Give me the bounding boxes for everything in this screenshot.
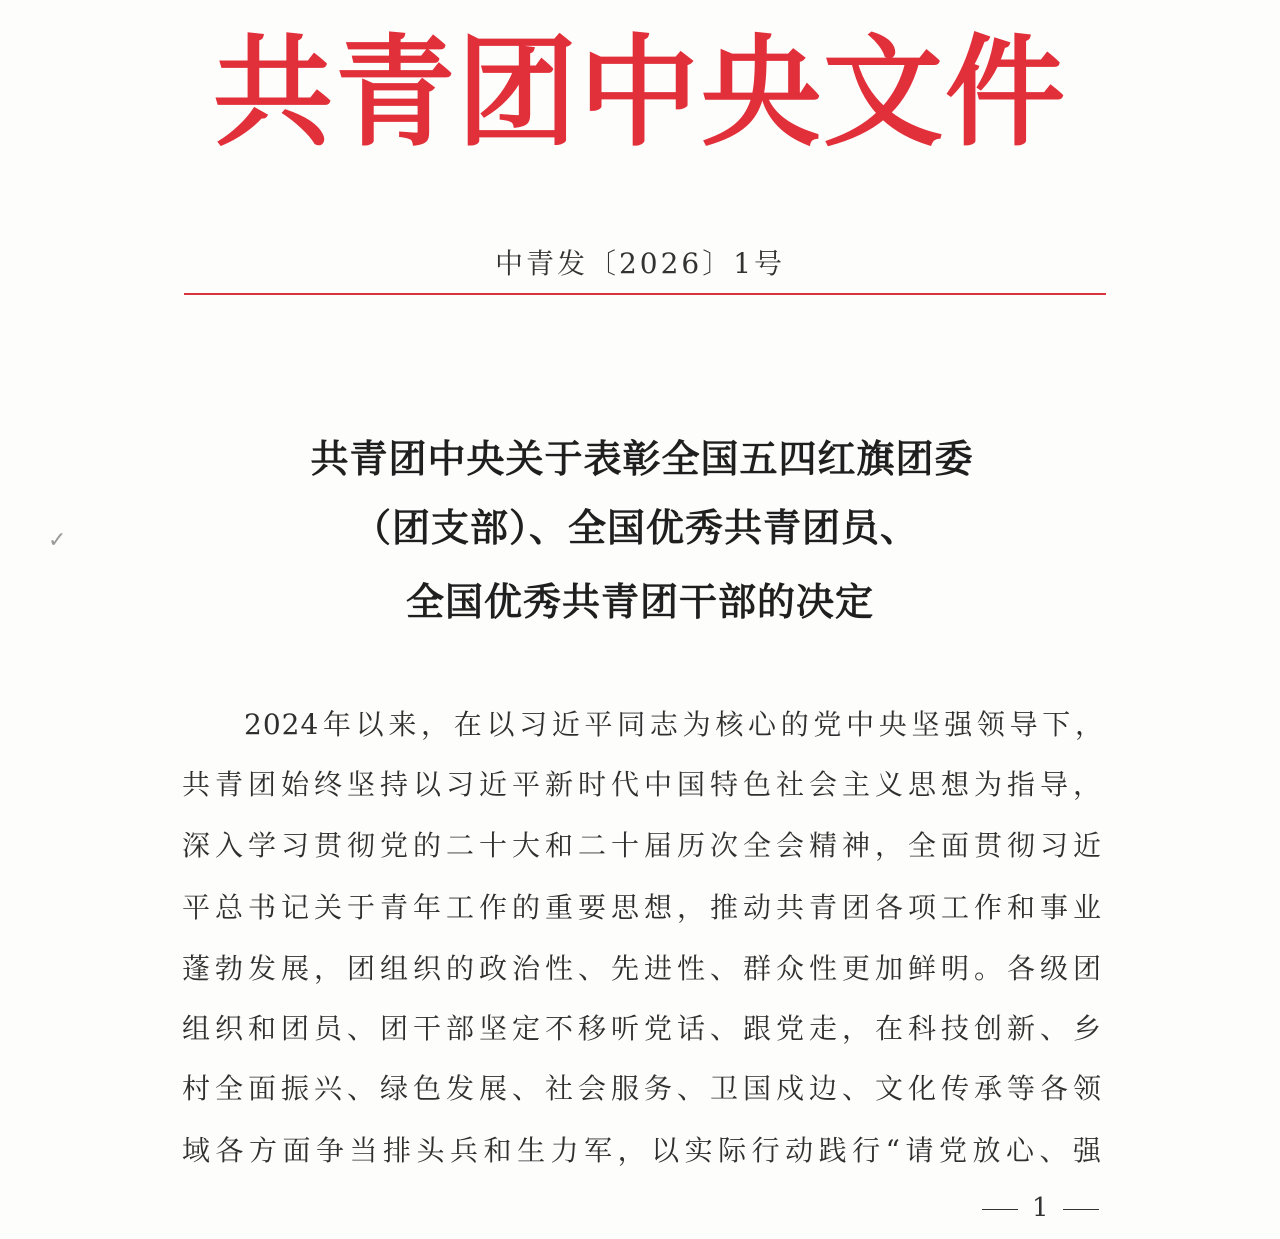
body-line-4: 平总书记关于青年工作的重要思想，推动共青团各项工作和事业 xyxy=(182,891,1102,924)
body-line-8: 域各方面争当排头兵和生力军，以实际行动践行“请党放心、强 xyxy=(182,1134,1102,1167)
body-line-1: 2024年以来，在以习近平同志为核心的党中央坚强领导下， xyxy=(244,708,1104,741)
body-line-3: 深入学习贯彻党的二十大和二十届历次全会精神，全面贯彻习近 xyxy=(182,829,1102,862)
dash-left xyxy=(982,1209,1018,1210)
document-number: 中青发〔2026〕1号 xyxy=(494,247,786,280)
decision-title-line-1: 共青团中央关于表彰全国五四红旗团委 xyxy=(310,437,974,481)
body-line-7: 村全面振兴、绿色发展、社会服务、卫国戍边、文化传承等各领 xyxy=(182,1072,1102,1105)
page-number: 1 xyxy=(1032,1193,1049,1223)
masthead-title: 共青团中央文件 xyxy=(213,22,1067,163)
body-line-2: 共青团始终坚持以习近平新时代中国特色社会主义思想为指导， xyxy=(182,768,1102,801)
dash-right xyxy=(1063,1209,1099,1210)
scan-mark-icon: ✓ xyxy=(48,528,67,553)
body-line-5: 蓬勃发展，团组织的政治性、先进性、群众性更加鲜明。各级团 xyxy=(182,952,1102,985)
decision-title-line-2: （团支部）、全国优秀共青团员、 xyxy=(352,506,919,550)
page-number-footer xyxy=(968,1188,1113,1228)
decision-title-line-3: 全国优秀共青团干部的决定 xyxy=(405,580,874,624)
red-separator-line xyxy=(184,293,1106,295)
body-line-6: 组织和团员、团干部坚定不移听党话、跟党走，在科技创新、乡 xyxy=(182,1012,1102,1045)
